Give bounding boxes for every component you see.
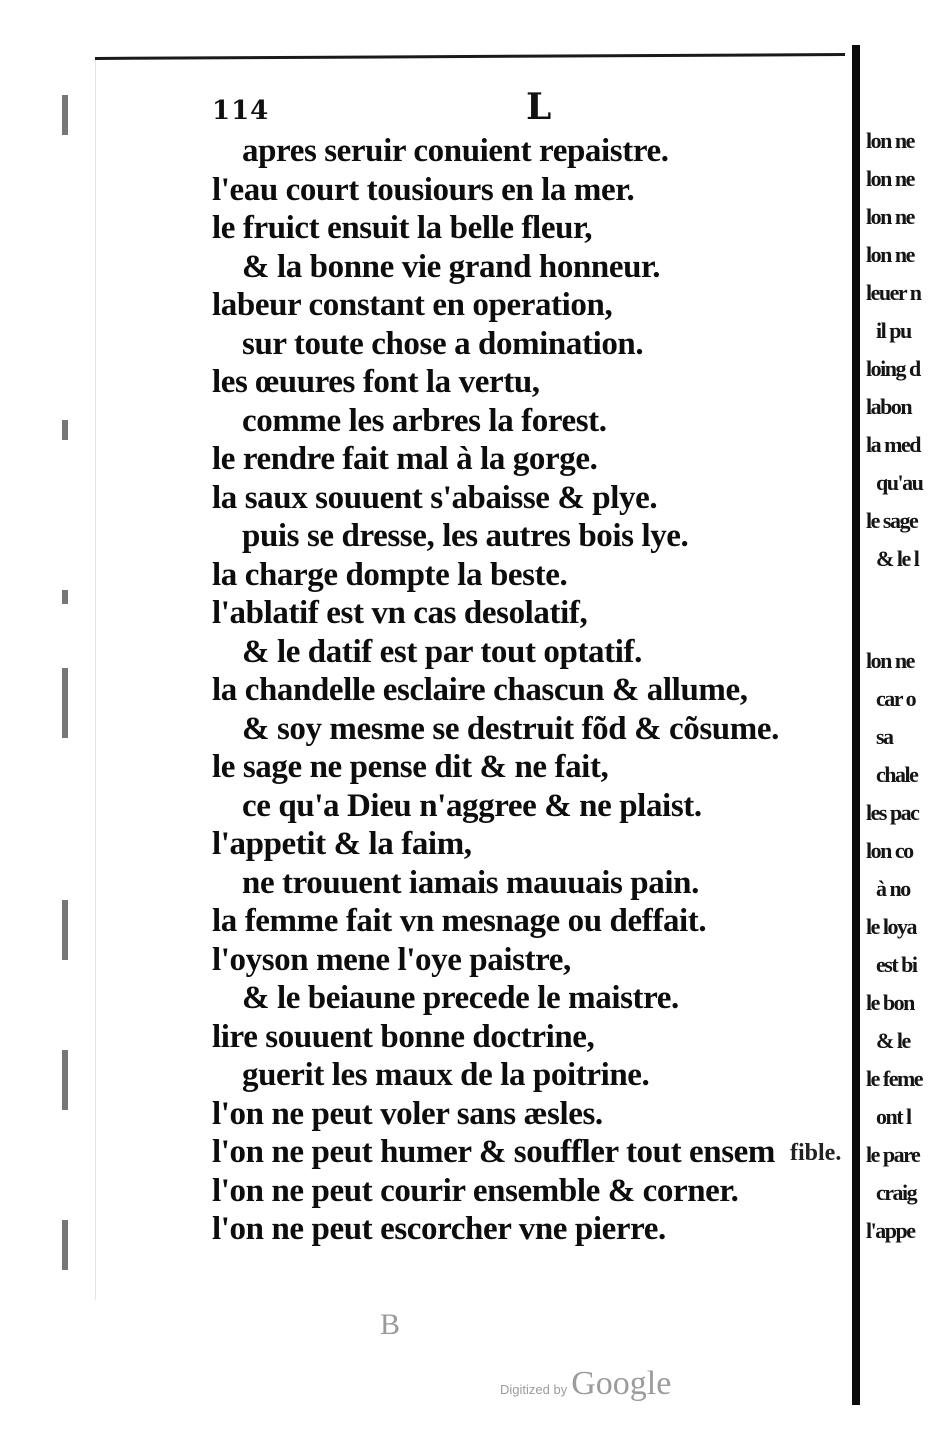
facing-line: les pac [866, 800, 919, 825]
verse-line: le fruict ensuit la belle fleur, [212, 210, 593, 246]
facing-line: car o [876, 686, 916, 711]
facing-line: lon ne [866, 204, 914, 229]
facing-line: & le [876, 1028, 910, 1053]
facing-page-fragment [866, 128, 944, 1256]
facing-line: sa [876, 724, 893, 749]
facing-line: le feme [866, 1066, 923, 1091]
verse-line: labeur constant en operation, [212, 287, 613, 323]
verse-line: ce qu'a Dieu n'aggree & ne plaist. [242, 787, 702, 824]
verse-line: l'on ne peut courir ensemble & corner. [212, 1172, 739, 1209]
verse-line: l'on ne peut voler sans æsles. [212, 1095, 603, 1132]
verse-line: & le beiaune precede le maistre. [242, 980, 679, 1016]
margin-tick [62, 668, 68, 738]
facing-line: lon co [866, 838, 913, 863]
facing-line: lon ne [866, 648, 914, 673]
verse-line: la femme fait vn mesnage ou deffait. [212, 903, 707, 939]
watermark-prefix: Digitized by [500, 1382, 568, 1397]
verse-line: les œuures font la vertu, [212, 364, 540, 400]
facing-line: il pu [876, 318, 911, 343]
facing-line: & le l [876, 546, 919, 571]
verse-line: l'on ne peut escorcher vne pierre. [212, 1211, 666, 1247]
facing-line: leuer n [866, 280, 921, 305]
page-left-edge [95, 60, 96, 1300]
verse-line: guerit les maux de la poitrine. [242, 1057, 650, 1093]
facing-line: chale [876, 762, 918, 787]
margin-tick [62, 1050, 68, 1110]
google-logo: Google [571, 1365, 672, 1402]
verse-line: l'on ne peut humer & souffler tout ensem [212, 1134, 776, 1170]
verse-line: l'eau court tousiours en la mer. [212, 171, 635, 208]
binding-gutter [852, 45, 860, 1405]
margin-tick [62, 95, 68, 135]
section-letter: L [526, 86, 552, 128]
verse-line: comme les arbres la forest. [242, 402, 607, 439]
facing-line: lon ne [866, 128, 914, 153]
verse-line: & le datif est par tout optatif. [242, 633, 642, 670]
facing-line: le sage [866, 508, 918, 533]
margin-tick [62, 900, 68, 960]
verse-line: lire souuent bonne doctrine, [212, 1018, 595, 1055]
margin-tick [62, 590, 68, 604]
verse-line: & soy mesme se destruit fõd & cõsume. [242, 710, 779, 747]
facing-line: lon ne [866, 242, 914, 267]
facing-line: ont l [876, 1104, 911, 1129]
page-top-edge [95, 53, 845, 60]
facing-line [866, 584, 944, 648]
signature-mark: B [380, 1308, 401, 1341]
facing-line: labon [866, 394, 912, 419]
verse-line: la chandelle esclaire chascun & allume, [212, 672, 748, 708]
verse-line: l'appetit & la faim, [212, 826, 472, 862]
proverb-list [212, 132, 842, 1249]
verse-line: la charge dompte la beste. [212, 556, 568, 593]
bleed-fragment: fible. [790, 1140, 842, 1166]
facing-line: lon ne [866, 166, 914, 191]
page-header [208, 86, 818, 132]
margin-tick [62, 420, 68, 440]
facing-line: est bi [876, 952, 917, 977]
digitized-watermark [500, 1365, 671, 1403]
facing-line: la med [866, 432, 920, 457]
verse-line: sur toute chose a domination. [242, 325, 644, 362]
verse-line: le rendre fait mal à la gorge. [212, 441, 598, 477]
facing-line: l'appe [866, 1218, 915, 1243]
verse-line: puis se dresse, les autres bois lye. [242, 518, 689, 554]
verse-line: ne trouuent iamais mauuais pain. [242, 864, 699, 901]
facing-line: craig [876, 1180, 917, 1205]
verse-line: l'oyson mene l'oye paistre, [212, 941, 571, 978]
facing-line: le bon [866, 990, 914, 1015]
page-number: 114 [212, 96, 270, 126]
facing-line: le loya [866, 914, 916, 939]
margin-tick [62, 1220, 68, 1270]
facing-line: loing d [866, 356, 920, 381]
verse-line: & la bonne vie grand honneur. [242, 248, 661, 285]
verse-line: l'ablatif est vn cas desolatif, [212, 595, 588, 631]
verse-line: le sage ne pense dit & ne fait, [212, 749, 609, 785]
facing-line: qu'au [876, 470, 923, 495]
facing-line: à no [876, 876, 910, 901]
facing-line: le pare [866, 1142, 920, 1167]
verse-line: la saux souuent s'abaisse & plye. [212, 479, 658, 516]
verse-line: apres seruir conuient repaistre. [242, 133, 669, 169]
